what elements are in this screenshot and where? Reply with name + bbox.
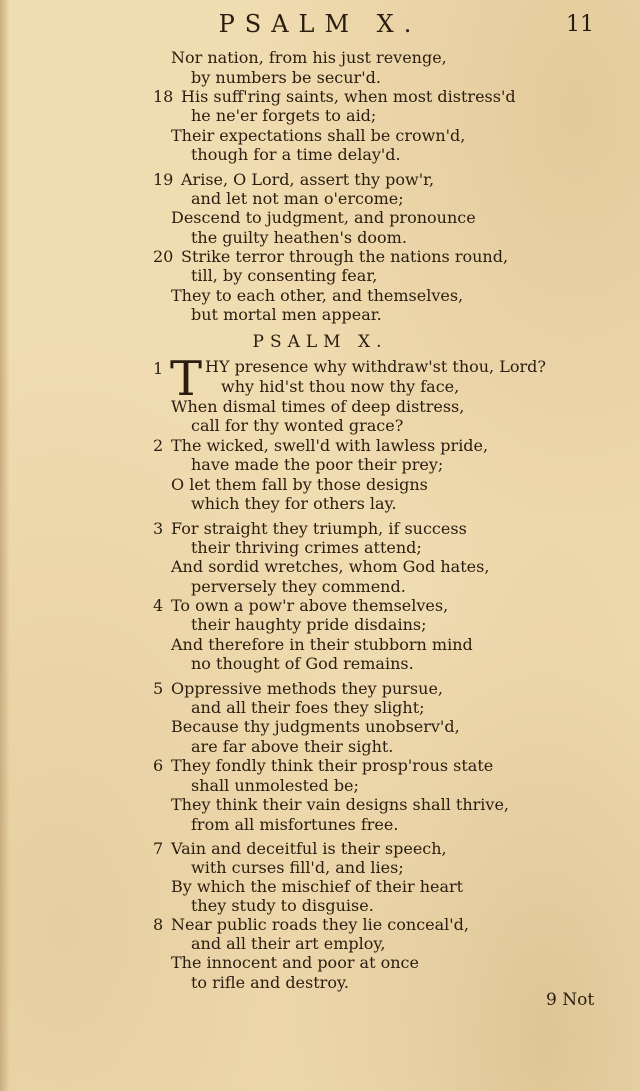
- verse-line: and all their art employ,: [191, 934, 386, 953]
- page-edge-shadow: [0, 0, 10, 1091]
- verse-line: their haughty pride disdains;: [191, 615, 427, 634]
- verse-line: They fondly think their prosp'rous state: [171, 756, 494, 775]
- stanza-number: 18: [153, 87, 174, 106]
- verse-line: why hid'st thou now thy face,: [221, 377, 460, 396]
- verse-line: To own a pow'r above themselves,: [171, 596, 449, 615]
- page-number: 11: [566, 12, 594, 37]
- psalm-heading: PSALM X.: [252, 332, 388, 352]
- verse-line: their thriving crimes attend;: [191, 538, 422, 557]
- verse-line: Nor nation, from his just revenge,: [171, 48, 447, 67]
- verse-line: And therefore in their stubborn mind: [171, 635, 473, 654]
- verse-line: by numbers be secur'd.: [191, 68, 381, 87]
- verse-line: Because thy judgments unobserv'd,: [171, 717, 460, 736]
- catchword: 9 Not: [546, 990, 595, 1010]
- verse-line: Descend to judgment, and pronounce: [171, 208, 476, 227]
- verse-line: O let them fall by those designs: [171, 475, 428, 494]
- verse-line: For straight they triumph, if success: [171, 519, 467, 538]
- verse-line: though for a time delay'd.: [191, 145, 401, 164]
- stanza-number: 5: [153, 679, 164, 698]
- verse-line: from all misfortunes free.: [191, 815, 399, 834]
- verse-line: When dismal times of deep distress,: [171, 397, 465, 416]
- verse-line: Near public roads they lie conceal'd,: [171, 915, 469, 934]
- verse-line: to rifle and destroy.: [191, 973, 349, 992]
- verse-line: Their expectations shall be crown'd,: [171, 126, 466, 145]
- verse-line: they study to disguise.: [191, 896, 374, 915]
- stanza-number: 19: [153, 170, 174, 189]
- verse-line: Arise, O Lord, assert thy pow'r,: [181, 170, 435, 189]
- stanza-number: 4: [153, 596, 164, 615]
- verse-line: but mortal men appear.: [191, 305, 382, 324]
- verse-line: no thought of God remains.: [191, 654, 414, 673]
- verse-line: Vain and deceitful is their speech,: [171, 839, 447, 858]
- stanza-number: 3: [153, 519, 164, 538]
- stanza-number: 2: [153, 436, 164, 455]
- verse-line: And sordid wretches, whom God hates,: [171, 557, 490, 576]
- stanza-number: 20: [153, 247, 174, 266]
- verse-line: Oppressive methods they pursue,: [171, 679, 443, 698]
- verse-line: and all their foes they slight;: [191, 698, 425, 717]
- running-head: PSALM X.: [218, 10, 422, 38]
- verse-line: till, by consenting fear,: [191, 266, 378, 285]
- stanza-number: 7: [153, 839, 164, 858]
- verse-line: the guilty heathen's doom.: [191, 228, 407, 247]
- verse-line: perversely they commend.: [191, 577, 406, 596]
- verse-line: shall unmolested be;: [191, 776, 359, 795]
- verse-line: Strike terror through the nations round,: [181, 247, 509, 266]
- verse-line: he ne'er forgets to aid;: [191, 106, 377, 125]
- verse-line: His suff'ring saints, when most distress'd: [181, 87, 516, 106]
- verse-line: The innocent and poor at once: [171, 953, 419, 972]
- verse-line: By which the mischief of their heart: [171, 877, 464, 896]
- verse-line: HY presence why withdraw'st thou, Lord?: [205, 357, 546, 376]
- stanza-number: 1: [153, 359, 164, 378]
- verse-line: which they for others lay.: [191, 494, 397, 513]
- verse-line: They think their vain designs shall thrive,: [171, 795, 509, 814]
- verse-line: have made the poor their prey;: [191, 455, 444, 474]
- verse-line: call for thy wonted grace?: [191, 416, 404, 435]
- stanza-number: 6: [153, 756, 164, 775]
- verse-line: and let not man o'ercome;: [191, 189, 404, 208]
- stanza-number: 8: [153, 915, 164, 934]
- verse-line: The wicked, swell'd with lawless pride,: [171, 436, 489, 455]
- verse-line: with curses fill'd, and lies;: [191, 858, 404, 877]
- verse-line: are far above their sight.: [191, 737, 394, 756]
- verse-line: They to each other, and themselves,: [171, 286, 464, 305]
- drop-cap: T: [170, 351, 203, 407]
